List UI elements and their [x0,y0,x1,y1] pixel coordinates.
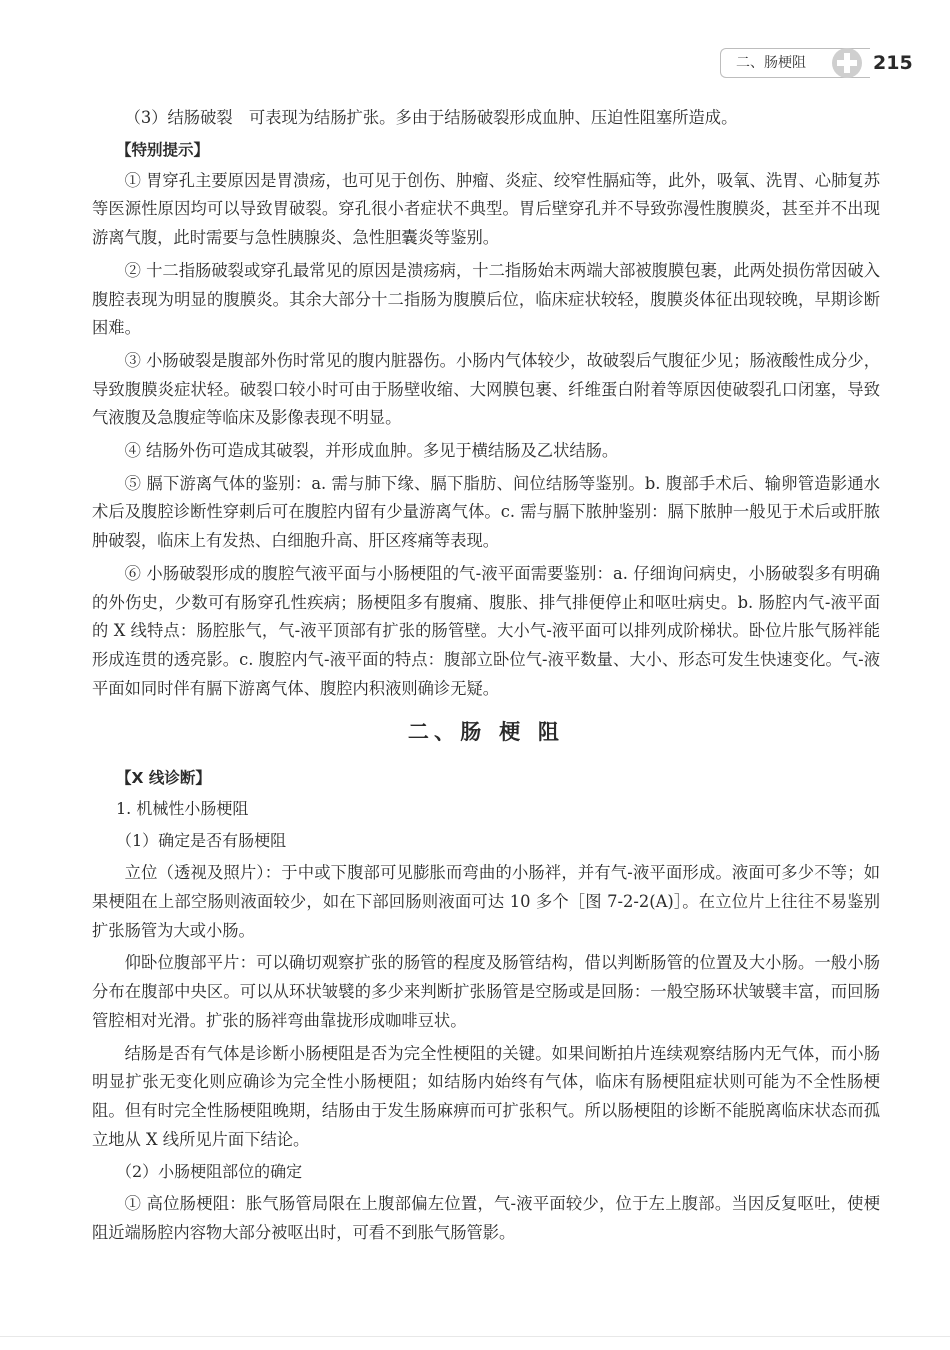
tip-item-1: ① 胃穿孔主要原因是胃溃疡，也可见于创伤、肿瘤、炎症、绞窄性膈疝等，此外，吸氧、洗胃、心肺复苏等医源性原因均可以导致胃破裂。穿孔很小者症状不典型。胃后壁穿孔并不导致弥漫性腹膜炎，甚至并不出现游离气腹，此时需要与急性胰腺炎、急性胆囊炎等鉴别。 [92,170,880,248]
running-header-section: 二、肠梗阻 [736,55,806,71]
page-body [92,104,880,1252]
medical-cross-icon [832,48,862,78]
subheading-obstruction-location: （2）小肠梗阻部位的确定 [116,1162,303,1182]
tip-item-6: ⑥ 小肠破裂形成的腹腔气液平面与小肠梗阻的气-液平面需要鉴别：a. 仔细询问病史，小肠破裂多有明确的外伤史，少数可有肠穿孔性疾病；肠梗阻多有腹痛、腹胀、排气排便停止和呕吐病史。b. 肠腔内气-液平面的 X 线特点：肠腔胀气，气-液平顶部有扩张的肠管壁。大小气-液平面可以排列成阶梯状。卧位片胀气肠袢能形成连贯的透亮影。c. 腹腔内气-液平面的特点：腹部立卧位气-液平数量、大小、形态可发生快速变化。气-液平面如同时伴有膈下游离气体、腹腔内积液则确诊无疑。 [92,563,880,698]
paragraph-colon-gas: 结肠是否有气体是诊断小肠梗阻是否为完全性梗阻的关键。如果间断拍片连续观察结肠内无气体，而小肠明显扩张无变化则应确诊为完全性小肠梗阻；如结肠内始终有气体，临床有肠梗阻症状则可能为不全性肠梗阻。但有时完全性肠梗阻晚期，结肠由于发生肠麻痹而可扩张积气。所以肠梗阻的诊断不能脱离临床状态而孤立地从 X 线所见片面下结论。 [92,1043,880,1149]
page-bottom-rule [0,1336,950,1337]
page-number: 215 [873,52,913,74]
tip-item-4: ④ 结肠外伤可造成其破裂，并形成血肿。多见于横结肠及乙状结肠。 [124,441,619,461]
subheading-mechanical-obstruction: 1. 机械性小肠梗阻 [116,799,249,819]
special-tip-heading: 【特别提示】 [116,140,210,159]
xray-diagnosis-heading: 【X 线诊断】 [116,769,211,788]
paragraph-upright-view: 立位（透视及照片）：于中或下腹部可见膨胀而弯曲的小肠袢，并有气-液平面形成。液面可多少不等；如果梗阻在上部空肠则液面较少，如在下部回肠则液面可达 10 多个［图 7-2-2(A)］。在立位片上往往不易鉴别扩张肠管为大或小肠。 [92,863,880,940]
tip-item-3: ③ 小肠破裂是腹部外伤时常见的腹内脏器伤。小肠内气体较少，故破裂后气腹征少见；肠液酸性成分少，导致腹膜炎症状轻。破裂口较小时可由于肠壁收缩、大网膜包裹、纤维蛋白附着等原因使破裂孔口闭塞，导致气液腹及急腹症等临床及影像表现不明显。 [92,350,880,428]
section-title: 二、肠 梗 阻 [407,720,565,745]
tip-item-5: ⑤ 膈下游离气体的鉴别：a. 需与肺下缘、膈下脂肪、间位结肠等鉴别。b. 腹部手术后、输卵管造影通水术后及腹腔诊断性穿刺后可在腹腔内留有少量游离气体。c. 需与膈下脓肿鉴别：膈下脓肿一般见于术后或肝脓肿破裂，临床上有发热、白细胞升高、肝区疼痛等表现。 [92,473,880,551]
subheading-confirm-obstruction: （1）确定是否有肠梗阻 [116,831,287,851]
paragraph-colon-rupture: （3）结肠破裂 可表现为结肠扩张。多由于结肠破裂形成血肿、压迫性阻塞所造成。 [124,108,738,127]
tip-item-2: ② 十二指肠破裂或穿孔最常见的原因是溃疡病，十二指肠始末两端大部被腹膜包裹，此两处损伤常因破入腹腔表现为明显的腹膜炎。其余大部分十二指肠为腹膜后位，临床症状较轻，腹膜炎体征出现较晚，早期诊断困难。 [92,260,880,338]
paragraph-supine-view: 仰卧位腹部平片：可以确切观察扩张的肠管的程度及肠管结构，借以判断肠管的位置及大小肠。一般小肠分布在腹部中央区。可以从环状皱襞的多少来判断扩张肠管是空肠或是回肠：一般空肠环状皱襞丰富，而回肠管腔相对光滑。扩张的肠袢弯曲靠拢形成咖啡豆状。 [92,953,880,1030]
paragraph-high-obstruction: ① 高位肠梗阻：胀气肠管局限在上腹部偏左位置，气-液平面较少，位于左上腹部。当因反复呕吐，使梗阻近端肠腔内容物大部分被呕出时，可看不到胀气肠管影。 [92,1194,880,1243]
